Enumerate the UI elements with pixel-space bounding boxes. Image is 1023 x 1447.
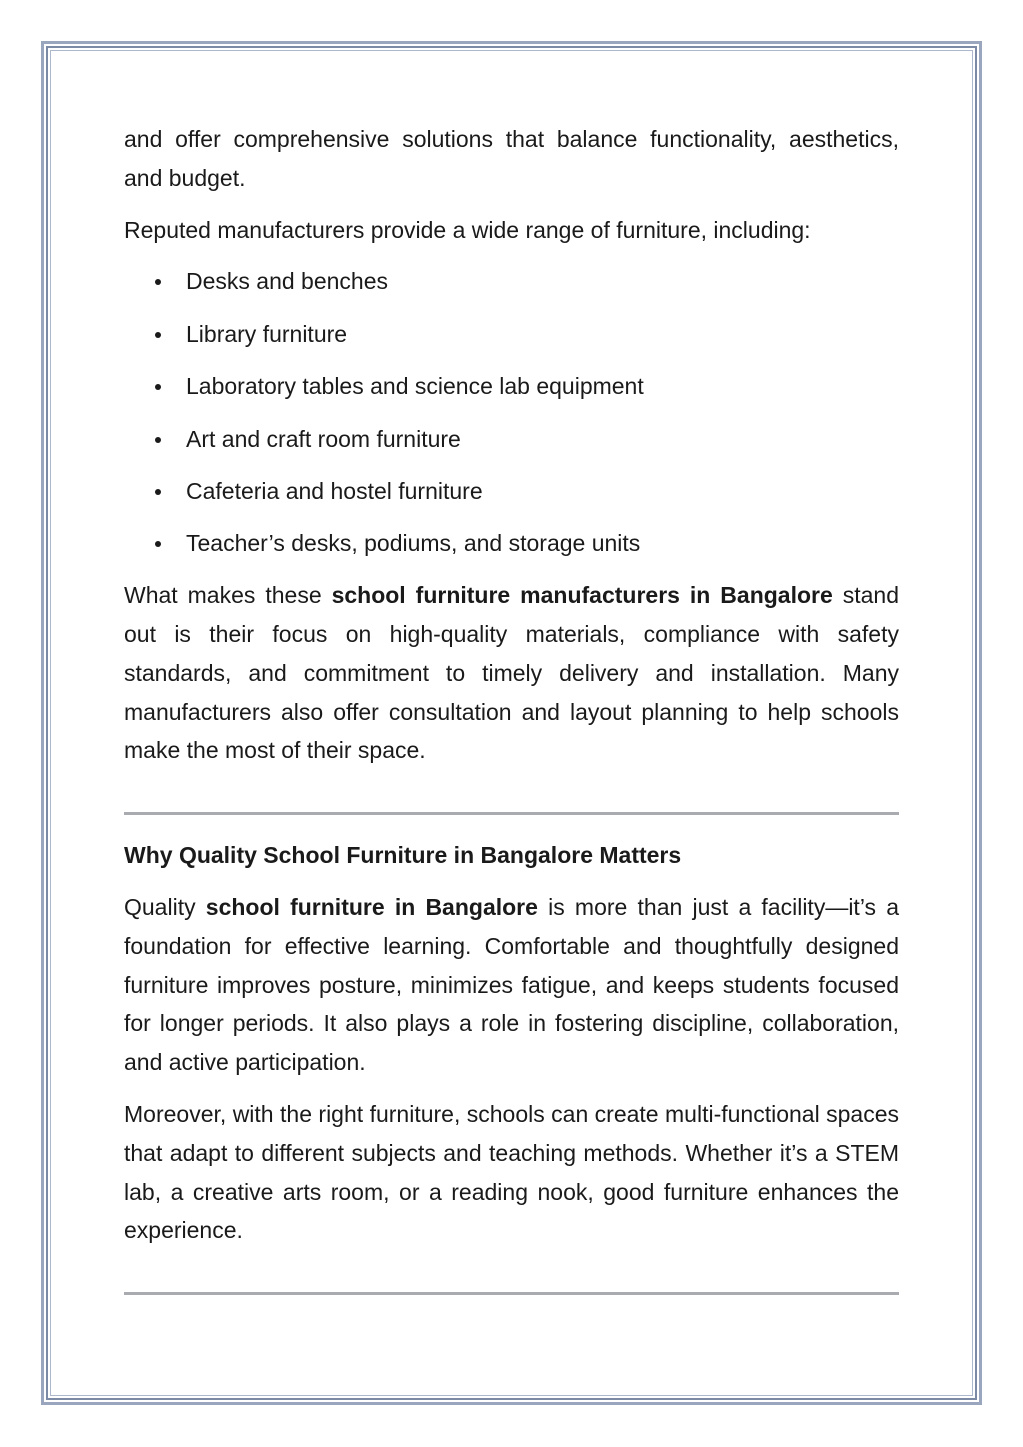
list-item	[124, 472, 899, 511]
section-paragraph-1-after: is more than just a facility—it’s a foundation for effective learning. Comfortable and thoughtfully designed furniture improves posture, minimizes fatigue, and keeps students focused for longer periods. It also plays a role in fostering discipline, collaboration, and active participation.	[124, 893, 899, 1076]
document-body	[124, 120, 899, 1295]
section-paragraph-1-before: Quality	[124, 893, 206, 920]
bullet-icon	[155, 437, 161, 443]
list-item	[124, 420, 899, 459]
section-heading: Why Quality School Furniture in Bangalore Matters	[124, 842, 682, 869]
horizontal-divider	[124, 812, 899, 815]
intro-continuation-paragraph: and offer comprehensive solutions that balance functionality, aesthetics, and budget.	[124, 126, 899, 191]
bullet-icon	[155, 332, 161, 338]
list-item	[124, 524, 899, 563]
list-item-text: Laboratory tables and science lab equipment	[186, 373, 644, 400]
section-paragraph-1	[124, 888, 899, 1082]
list-item-text: Teacher’s desks, podiums, and storage units	[186, 530, 641, 557]
standout-text-after: stand out is their focus on high-quality materials, compliance with safety standards, and commitment to timely delivery and installation. Many manufacturers also offer consultation and layout planning to help schools make the most of their space.	[124, 582, 900, 764]
list-item-text: Library furniture	[186, 320, 348, 347]
list-item-text: Cafeteria and hostel furniture	[186, 477, 483, 504]
section-paragraph-1-keyword: school furniture in Bangalore	[205, 893, 538, 920]
list-item	[124, 262, 899, 301]
bullet-icon	[155, 541, 161, 547]
furniture-list-lead-in: Reputed manufacturers provide a wide range of furniture, including:	[124, 216, 811, 243]
furniture-list	[124, 262, 899, 563]
list-item	[124, 367, 899, 406]
standout-text-before: What makes these	[124, 582, 332, 609]
list-item-text: Desks and benches	[186, 268, 389, 295]
list-item	[124, 315, 899, 354]
standout-keyword: school furniture manufacturers in Bangalore	[331, 582, 833, 609]
list-item-text: Art and craft room furniture	[186, 425, 461, 452]
standout-paragraph	[124, 576, 899, 770]
section-paragraph-2: Moreover, with the right furniture, schools can create multi-functional spaces that adapt to different subjects and teaching methods. Whether it’s a STEM lab, a creative arts room, or a reading nook, good furniture enhances the experience.	[124, 1100, 899, 1244]
horizontal-divider	[124, 1292, 899, 1295]
bullet-icon	[155, 489, 161, 495]
bullet-icon	[155, 279, 161, 285]
bullet-icon	[155, 384, 161, 390]
